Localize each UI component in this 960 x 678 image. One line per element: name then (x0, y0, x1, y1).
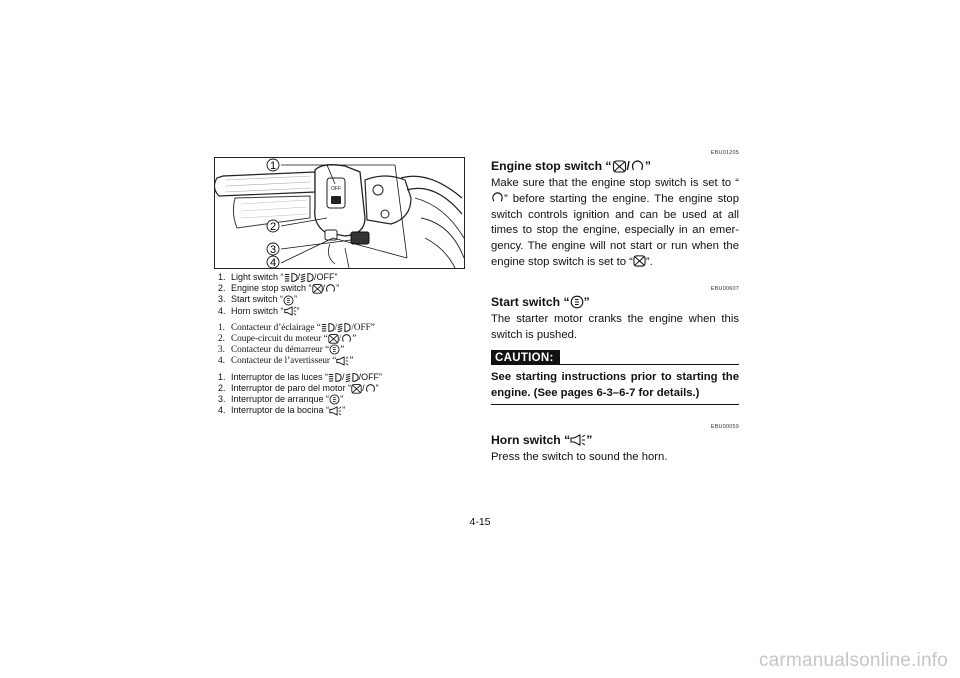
caption-text: Interruptor de las luces “ (231, 371, 329, 382)
engine-run-icon (630, 159, 645, 173)
caption-text: Coupe-circuit du moteur “ (231, 333, 328, 344)
caption-number: 4. (218, 305, 226, 316)
caption-item (218, 272, 468, 283)
light-hi-icon (284, 272, 298, 283)
caption-text-end: ” (352, 333, 357, 344)
light-lo-icon (334, 321, 351, 333)
start-switch-paragraph: The starter motor cranks the engine when this switch is pushed. (491, 313, 739, 341)
caption-item (218, 394, 468, 405)
caption-text: Interruptor de la bocina “ (231, 405, 330, 416)
caution-label: CAUTION: (491, 350, 560, 365)
handlebar-switch-illustration (214, 157, 465, 269)
horn-icon (570, 434, 586, 446)
light-hi-icon (328, 372, 342, 383)
caption-number: 3. (218, 394, 226, 405)
horn-icon (329, 406, 342, 416)
engine-run-icon (491, 191, 504, 204)
caption-separator: / (297, 272, 301, 282)
caption-item (218, 344, 468, 355)
svg-text:OFF: OFF (331, 186, 341, 192)
caution-header (491, 350, 739, 365)
caution-text: See starting instructions prior to starting the engine. (See pages 6-3–6-7 for details.) (491, 365, 739, 405)
light-lo-icon (297, 272, 314, 283)
engine-run-icon (338, 333, 352, 344)
caption-separator: / (342, 371, 345, 382)
caption-text: Engine stop switch “ (231, 283, 312, 294)
watermark: carmanualsonline.info (758, 650, 948, 671)
caption-group-spanish (218, 372, 468, 417)
caption-text: Contacteur du démarreur “ (231, 344, 330, 355)
engine-off-icon (312, 283, 323, 294)
start-icon (283, 295, 294, 306)
section-code: EBU01205 (710, 150, 739, 156)
caption-separator: / (338, 333, 342, 344)
caption-text: Horn switch “ (231, 305, 284, 316)
caption-item (218, 322, 468, 333)
caption-item (218, 383, 468, 394)
caption-number: 2. (218, 283, 226, 294)
caption-text-end: /OFF” (358, 371, 383, 382)
caption-text-end: ” (342, 405, 346, 416)
caption-text: Contacteur de l’avertisseur “ (231, 355, 337, 366)
engine-off-icon (351, 383, 362, 394)
caption-text-end: ” (336, 283, 340, 294)
caption-separator: / (362, 382, 365, 393)
horn-switch-paragraph: Press the switch to sound the horn. (491, 451, 668, 464)
start-icon (329, 344, 340, 355)
caption-text-end: ” (349, 355, 354, 366)
caption-item (218, 355, 468, 366)
figure-captions (218, 272, 468, 421)
page-number: 4-15 (469, 516, 491, 528)
engine-run-icon (322, 283, 336, 294)
caption-text: Interruptor de arranque “ (231, 394, 330, 405)
caption-item (218, 306, 468, 317)
caption-separator: / (334, 321, 338, 332)
caption-text-end: /OFF” (351, 321, 375, 332)
light-hi-icon (321, 322, 335, 333)
caption-text-end: ” (340, 344, 345, 355)
caption-text-end: /OFF” (314, 272, 338, 282)
caption-item (218, 372, 468, 383)
horn-switch-heading: Horn switch “ ” (491, 433, 593, 448)
svg-text:3: 3 (270, 244, 277, 256)
caption-item (218, 333, 468, 344)
caption-text-end: ” (340, 394, 344, 405)
caption-text-end: ” (294, 294, 298, 305)
section-code: EBU00607 (710, 286, 739, 293)
light-lo-icon (345, 372, 359, 383)
caption-item (218, 294, 468, 305)
start-icon (329, 394, 340, 405)
callout-4 (267, 256, 279, 268)
callout-3 (267, 243, 279, 256)
caption-text-end: ” (296, 305, 300, 316)
engine-off-icon (612, 159, 627, 173)
section-code: EBU00059 (710, 424, 739, 431)
caption-number: 3. (218, 344, 225, 355)
svg-text:1: 1 (270, 160, 277, 172)
engine-off-icon (633, 254, 646, 267)
caption-text: Light switch “ (231, 272, 284, 282)
caption-text: Contacteur d’éclairage “ (231, 321, 321, 332)
caption-text-end: ” (375, 382, 379, 393)
caption-number: 4. (218, 355, 225, 366)
caution-rule (560, 364, 739, 365)
callout-1 (267, 159, 279, 172)
caption-group-english (218, 272, 468, 317)
start-switch-heading: Start switch “ ” (491, 295, 590, 310)
caption-item (218, 283, 468, 294)
start-icon (570, 295, 584, 309)
svg-text:4: 4 (270, 257, 277, 268)
engine-run-icon (365, 383, 376, 394)
caption-number: 2. (218, 382, 226, 393)
caption-number: 4. (218, 405, 226, 416)
caption-text: Interruptor de paro del motor “ (231, 382, 352, 393)
caption-group-french (218, 322, 468, 367)
caption-number: 2. (218, 333, 225, 344)
caption-number: 1. (218, 272, 226, 282)
callout-2 (267, 220, 279, 233)
svg-text:2: 2 (270, 221, 277, 233)
engine-stop-paragraph: Make sure that the engine stop switch is set to “” before starting the engine. The engine stop switch controls ignition and can be used at all times to stop the engine, especially in an emer-gency. The engine will not start or run when the engine stop switch is set to “ ”. (491, 177, 739, 269)
caption-separator: / (322, 283, 326, 294)
horn-icon (284, 306, 297, 316)
engine-off-icon (328, 333, 339, 344)
engine-stop-heading: Engine stop switch “ / ” (491, 159, 652, 173)
caption-text: Start switch “ (231, 294, 284, 305)
caption-number: 1. (218, 321, 225, 332)
caption-number: 3. (218, 294, 226, 305)
caption-item (218, 405, 468, 416)
horn-icon (336, 356, 349, 366)
right-column (491, 150, 739, 465)
caption-number: 1. (218, 371, 226, 382)
